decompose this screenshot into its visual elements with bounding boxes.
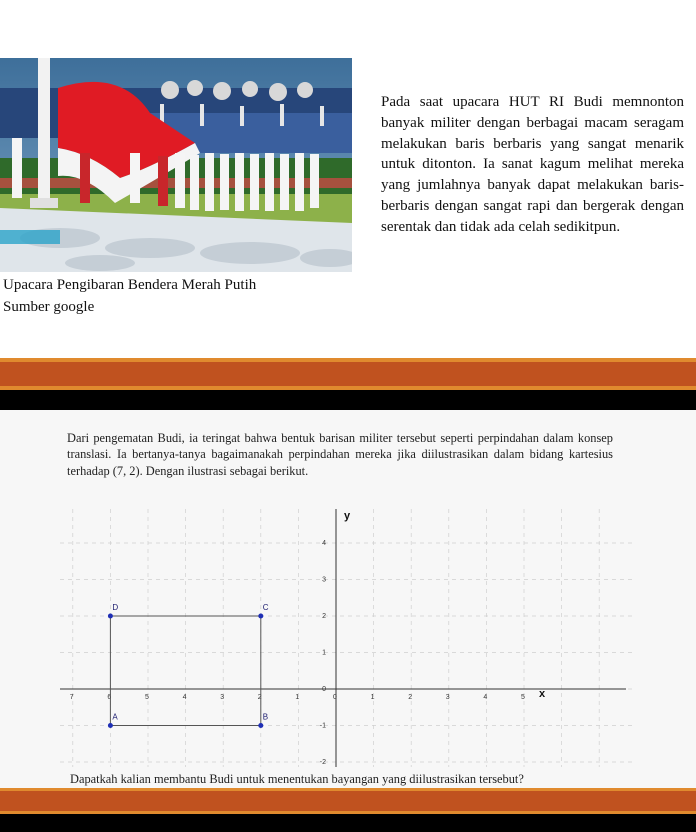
- x-axis-label: x: [539, 688, 546, 700]
- orange-divider-band: [0, 358, 696, 390]
- y-tick-labels: [320, 540, 326, 766]
- story-paragraph: Pada saat upacara HUT RI Budi memnonton banyak militer dengan berbagai macam seragam melakukan baris berbaris yang sangat menarik untuk ditonton. Ia sanat kagum melihat mereka yang jumlahnya banyak dapat melakukan baris-berbaris dengan sangat rapi dan bergerak dengan serentak dan tidak ada celah sedikitpun.: [381, 94, 684, 235]
- x-tick-label: 6: [107, 694, 112, 701]
- y-tick-label: 1: [322, 649, 326, 657]
- x-tick-label: 4: [483, 694, 488, 701]
- point-d: [108, 614, 113, 619]
- y-axis-label: y: [344, 510, 351, 522]
- y-tick-label: 3: [322, 576, 326, 584]
- x-tick-label: 0: [333, 694, 337, 701]
- x-tick-label: 1: [370, 694, 375, 701]
- x-tick-labels: [70, 694, 525, 701]
- y-tick-label: -1: [319, 722, 326, 730]
- x-tick-label: 2: [408, 694, 413, 701]
- x-tick-label: 3: [220, 694, 225, 701]
- x-tick-label: 4: [182, 694, 187, 701]
- point-label-a: A: [112, 712, 118, 722]
- point-label-d: D: [112, 603, 119, 612]
- flag-ceremony-photo: [0, 58, 352, 272]
- x-tick-label: 1: [295, 694, 300, 701]
- question-text: Dapatkah kalian membantu Budi untuk menentukan bayangan yang diilustrasikan tersebut?: [70, 772, 524, 786]
- point-a: [108, 723, 113, 728]
- y-tick-label: -2: [319, 759, 326, 766]
- point-label-c: C: [262, 603, 269, 612]
- bottom-black-band: [0, 814, 696, 832]
- translation-intro-text: Dari pengematan Budi, ia teringat bahwa bentuk barisan militer tersebut seperti perpindahan dalam konsep translasi. Ia bertanya-tanya bagaimanakah perpindahan mereka jika diilustrasikan dalam bidang kartesius terhadap (7, 2). Dengan ilustrasi sebagai berikut.: [67, 431, 613, 478]
- x-tick-label: 2: [257, 694, 262, 701]
- point-label-b: B: [262, 712, 269, 722]
- grid-lines: [60, 509, 636, 767]
- x-tick-label: 5: [521, 694, 525, 701]
- x-tick-label: 3: [445, 694, 450, 701]
- y-tick-label: 4: [322, 540, 326, 547]
- x-tick-label: 5: [145, 694, 149, 701]
- y-tick-label: 0: [322, 686, 326, 693]
- point-b: [258, 723, 263, 728]
- y-tick-label: 2: [322, 613, 326, 620]
- x-tick-label: 7: [69, 694, 74, 701]
- black-divider-band: [0, 390, 696, 410]
- point-c: [258, 614, 263, 619]
- axes: [60, 509, 626, 767]
- photo-source: Sumber google: [3, 299, 95, 315]
- bottom-orange-band: [0, 788, 696, 814]
- rectangle-points: [108, 603, 269, 728]
- flag-ceremony-illustration: [0, 58, 352, 272]
- photo-caption: Upacara Pengibaran Bendera Merah Putih: [3, 277, 257, 293]
- cartesian-graph: [56, 505, 640, 775]
